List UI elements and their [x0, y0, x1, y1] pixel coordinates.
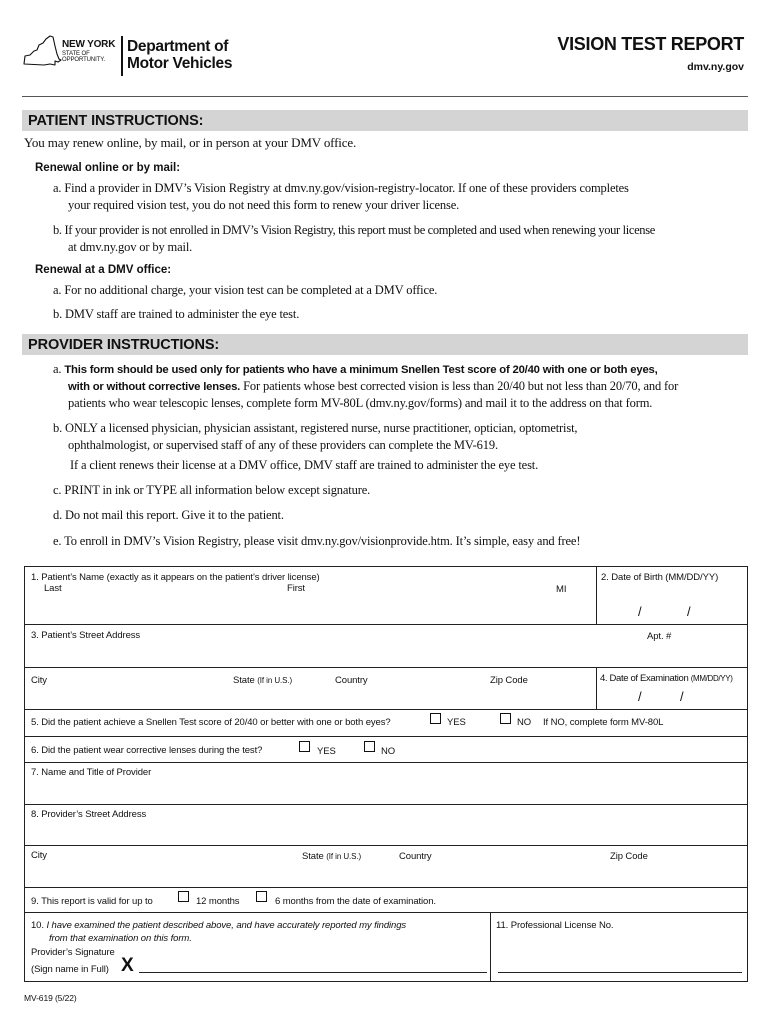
patient-instructions-heading: PATIENT INSTRUCTIONS:	[22, 110, 748, 131]
q10-attestation-line2	[49, 933, 192, 944]
renewal-office-heading: Renewal at a DMV office:	[35, 264, 172, 276]
q5-yes-label: YES	[447, 717, 466, 728]
patient-zip-label: Zip Code	[490, 675, 528, 686]
provider-item-a-rest: For patients whose best corrected vision is less than 20/40 but not less than 20/70, and for	[240, 379, 679, 393]
q10-signature-label-full: (Sign name in Full)	[31, 964, 109, 975]
provider-city-state-zip-field[interactable]	[26, 864, 746, 885]
q4-exam-date-text: 4. Date of Examination	[600, 673, 689, 684]
q1-first-label: First	[287, 583, 305, 594]
q3-street-address-label: 3. Patient’s Street Address	[31, 630, 141, 641]
form-number: MV-619 (5/22)	[24, 993, 77, 1003]
q10-attestation-text-1: I have examined the patient described above, and have accurately reported my findings	[46, 920, 407, 931]
provider-street-address-field[interactable]	[26, 822, 746, 843]
q6-yes-label: YES	[317, 746, 336, 757]
department-name-line2: Motor Vehicles	[127, 55, 233, 72]
dob-separator-2: /	[687, 604, 691, 619]
provider-state-label	[302, 851, 361, 862]
form-rule	[596, 667, 597, 709]
form-rule	[596, 566, 597, 624]
patient-state-text: State	[233, 675, 255, 686]
q7-provider-name-label: 7. Name and Title of Provider	[31, 767, 152, 778]
renewal-online-item-a-line2: your required vision test, you do not need this form to renew your driver license.	[68, 198, 460, 212]
provider-item-a-line3: patients who wear telescopic lenses, complete form MV-80L (dmv.ny.gov/forms) and mail it to the address on that form.	[68, 396, 653, 410]
q4-exam-date-label	[600, 673, 733, 684]
q5-yes-checkbox[interactable]	[430, 713, 441, 724]
form-rule	[24, 845, 748, 846]
header-url: dmv.ny.gov	[687, 61, 744, 73]
form-rule	[24, 624, 748, 625]
renewal-online-item-b-line2: at dmv.ny.gov or by mail.	[68, 240, 193, 254]
provider-item-a-bold-2: with or without corrective lenses.	[68, 381, 241, 393]
form-rule	[24, 912, 748, 913]
provider-zip-label: Zip Code	[610, 851, 648, 862]
q5-snellen-label: 5. Did the patient achieve a Snellen Test score of 20/40 or better with one or both eyes?	[31, 717, 391, 728]
patient-state-label	[233, 675, 292, 686]
apt-label: Apt. #	[647, 631, 672, 642]
signature-x-mark: X	[121, 955, 134, 976]
provider-item-b-line1: b. ONLY a licensed physician, physician assistant, registered nurse, nurse practitioner, optician, optometrist,	[53, 421, 578, 435]
q6-corrective-lenses-label: 6. Did the patient wear corrective lenses during the test?	[31, 745, 263, 756]
patient-intro: You may renew online, by mail, or in person at your DMV office.	[24, 135, 357, 150]
renewal-online-item-a-line1: a. Find a provider in DMV’s Vision Registry at dmv.ny.gov/vision-registry-locator. If one of these providers completes	[53, 181, 629, 195]
form-rule	[24, 736, 748, 737]
provider-city-label: City	[31, 850, 47, 861]
dob-separator-1: /	[638, 604, 642, 619]
exam-date-separator-1: /	[638, 689, 642, 704]
form-rule	[24, 804, 748, 805]
header-rule	[22, 96, 748, 97]
form-rule	[24, 762, 748, 763]
provider-instructions-heading: PROVIDER INSTRUCTIONS:	[22, 334, 748, 355]
dob-field[interactable]	[598, 590, 746, 622]
provider-item-a-bold-1: This form should be used only for patients who have a minimum Snellen Test score of 20/40 with one or both eyes,	[64, 364, 658, 376]
renewal-office-item-a: a. For no additional charge, your vision test can be completed at a DMV office.	[53, 283, 438, 297]
exam-date-field[interactable]	[598, 686, 746, 707]
provider-item-a-prefix: a.	[53, 362, 65, 376]
q2-dob-label: 2. Date of Birth (MM/DD/YY)	[601, 572, 719, 583]
q5-no-note: If NO, complete form MV-80L	[543, 717, 664, 728]
q5-no-label: NO	[517, 717, 532, 728]
q10-signature-label: Provider’s Signature	[31, 947, 115, 958]
patient-state-note: (If in U.S.)	[257, 676, 293, 685]
q1-mi-label: MI	[556, 584, 567, 595]
q1-patient-name-label: 1. Patient’s Name (exactly as it appears on the patient’s driver license)	[31, 572, 320, 583]
q6-no-checkbox[interactable]	[364, 741, 375, 752]
new-york-state-outline-icon	[22, 34, 62, 68]
q9-6-months-checkbox[interactable]	[256, 891, 267, 902]
q9-6-months-label: 6 months from the date of examination.	[275, 896, 436, 907]
provider-item-c: c. PRINT in ink or TYPE all information below except signature.	[53, 483, 371, 497]
q6-no-label: NO	[381, 746, 396, 757]
patient-city-state-zip-field[interactable]	[26, 688, 594, 707]
renewal-online-heading: Renewal online or by mail:	[35, 162, 181, 174]
form-rule	[24, 667, 748, 668]
provider-signature-line[interactable]	[139, 972, 487, 973]
form-rule	[24, 887, 748, 888]
nys-dmv-logo	[22, 34, 252, 82]
provider-country-label: Country	[399, 851, 432, 862]
q8-provider-address-label: 8. Provider’s Street Address	[31, 809, 147, 820]
logo-state-name: NEW YORK	[62, 39, 116, 50]
q10-attestation-text-2: from that examination on this form.	[49, 933, 192, 944]
q10-number: 10.	[31, 920, 44, 931]
provider-state-note: (If in U.S.)	[326, 852, 362, 861]
patient-name-field[interactable]	[26, 595, 594, 622]
q9-12-months-label: 12 months	[196, 896, 240, 907]
form-rule	[490, 912, 491, 982]
logo-tagline: STATE OF OPPORTUNITY.	[62, 51, 105, 63]
renewal-office-item-b: b. DMV staff are trained to administer the eye test.	[53, 307, 300, 321]
license-number-line[interactable]	[498, 972, 742, 973]
provider-item-d: d. Do not mail this report. Give it to the patient.	[53, 508, 284, 522]
patient-street-address-field[interactable]	[26, 643, 746, 665]
q4-exam-date-format: (MM/DD/YY)	[690, 674, 733, 683]
q11-license-label: 11. Professional License No.	[496, 920, 614, 931]
logo-divider	[121, 36, 123, 76]
patient-city-label: City	[31, 675, 47, 686]
department-name	[127, 38, 267, 72]
provider-name-field[interactable]	[26, 780, 746, 802]
q10-attestation	[31, 920, 406, 931]
department-name-line1: Department of	[127, 38, 229, 55]
form-rule	[24, 709, 748, 710]
provider-state-text: State	[302, 851, 324, 862]
q1-last-label: Last	[44, 583, 62, 594]
q9-12-months-checkbox[interactable]	[178, 891, 189, 902]
renewal-online-item-b-line1: b. If your provider is not enrolled in DMV’s Vision Registry, this report must be completed and used when renewing your license	[53, 223, 655, 237]
q5-no-checkbox[interactable]	[500, 713, 511, 724]
provider-item-e: e. To enroll in DMV’s Vision Registry, please visit dmv.ny.gov/visionprovide.htm. It’s simple, easy and free!	[53, 534, 581, 548]
provider-item-b-line3: If a client renews their license at a DMV office, DMV staff are trained to administer the eye test.	[70, 458, 539, 472]
patient-country-label: Country	[335, 675, 368, 686]
q9-validity-label: 9. This report is valid for up to	[31, 896, 153, 907]
provider-item-b-line2: ophthalmologist, or supervised staff of any of these providers can complete the MV-619.	[68, 438, 498, 452]
exam-date-separator-2: /	[680, 689, 684, 704]
q6-yes-checkbox[interactable]	[299, 741, 310, 752]
form-title: VISION TEST REPORT	[557, 34, 744, 54]
